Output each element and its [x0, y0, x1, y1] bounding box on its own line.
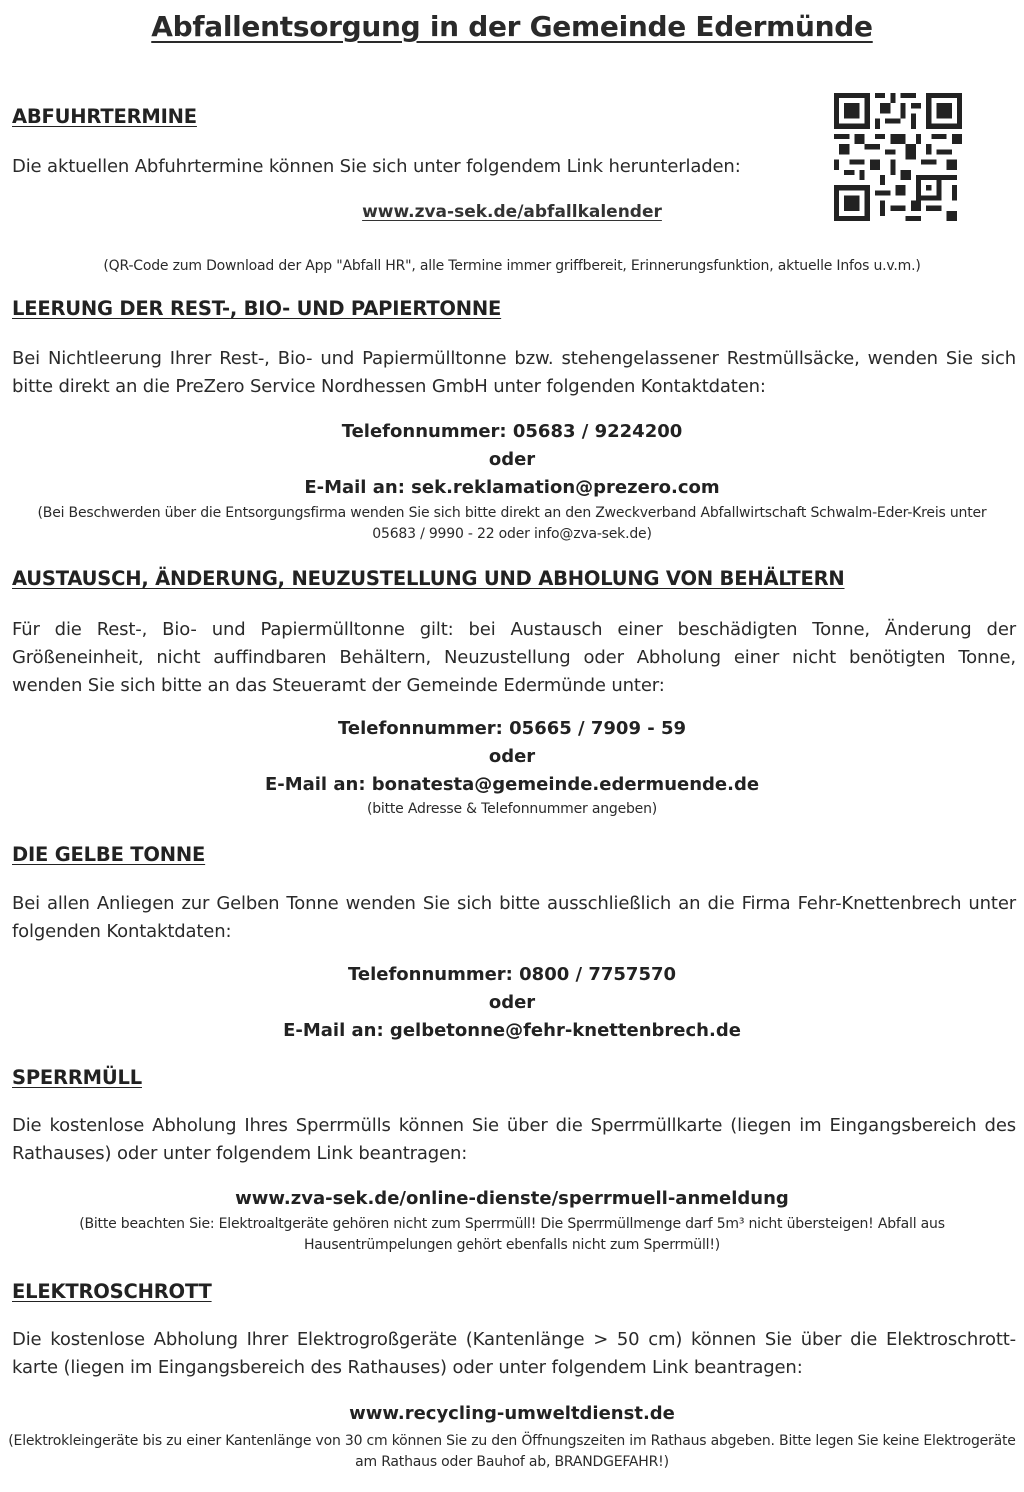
heading-gelbe-tonne: DIE GELBE TONNE: [12, 843, 206, 866]
austausch-note: (bitte Adresse & Telefonnummer angeben): [366, 801, 658, 817]
recycling-link[interactable]: www.recycling-umweltdienst.de: [349, 1403, 675, 1424]
gelbe-phone: Telefonnummer: 0800 / 7757570: [347, 964, 677, 985]
sperrmuell-link[interactable]: www.zva-sek.de/online-dienste/sperrmuell-anmeldung: [235, 1188, 789, 1209]
austausch-phone: Telefonnummer: 05665 / 7909 - 59: [337, 718, 687, 739]
elektro-text: Die kostenlose Abholung Ihrer Elektrogroßgeräte (Kantenlänge > 50 cm) können Sie über die Elektroschrott-karte (liegen im Eingangsbereich des Rathauses) oder unter folgendem Link beantragen:: [12, 1329, 1016, 1378]
abfuhr-text: Die aktuellen Abfuhrtermine können Sie sich unter folgendem Link herunterladen:: [12, 156, 741, 177]
heading-austausch: AUSTAUSCH, ÄNDERUNG, NEUZUSTELLUNG UND ABHOLUNG VON BEHÄLTERN: [12, 567, 845, 590]
abfuhr-note: (QR-Code zum Download der App "Abfall HR", alle Termine immer griffbereit, Erinnerungsfunktion, aktuelle Infos u.v.m.): [103, 258, 921, 274]
gelbe-text: Bei allen Anliegen zur Gelben Tonne wenden Sie sich bitte ausschließlich an die Firma Fehr-Knettenbrech unter folgenden Kontaktdaten:: [12, 893, 1016, 942]
elektro-note: (Elektrokleingeräte bis zu einer Kantenlänge von 30 cm können Sie zu den Öffnungszeiten im Rathaus abgeben. Bitte legen Sie keine Elektrogeräte am Rathaus oder Bauhof ab, BRANDGEFAHR!): [8, 1433, 1016, 1470]
heading-elektroschrott: ELEKTROSCHROTT: [12, 1280, 212, 1303]
sperr-text: Die kostenlose Abholung Ihres Sperrmülls können Sie über die Sperrmüllkarte (liegen im Eingangsbereich des Rathauses) oder unter folgendem Link beantragen:: [12, 1115, 1016, 1164]
abfallkalender-link[interactable]: www.zva-sek.de/abfallkalender: [362, 202, 662, 222]
sperr-note: (Bitte beachten Sie: Elektroaltgeräte gehören nicht zum Sperrmüll! Die Sperrmüllmenge darf 5m³ nicht übersteigen! Abfall aus Hausentrümpelungen gehört ebenfalls nicht zum Sperrmüll!): [79, 1216, 945, 1253]
austausch-email[interactable]: E-Mail an: bonatesta@gemeinde.edermuende.de: [264, 774, 760, 795]
leerung-note: (Bei Beschwerden über die Entsorgungsfirma wenden Sie sich bitte direkt an den Zweckverband Abfallwirtschaft Schwalm-Eder-Kreis unter 05683 / 9990 - 22 oder info@zva-sek.de): [37, 505, 987, 542]
leerung-email[interactable]: E-Mail an: sek.reklamation@prezero.com: [304, 477, 720, 498]
heading-sperrmuell: SPERRMÜLL: [12, 1066, 142, 1089]
leerung-text: Bei Nichtleerung Ihrer Rest-, Bio- und Papiermülltonne bzw. stehengelassener Restmüllsäcke, wenden Sie sich bitte direkt an die PreZero Service Nordhessen GmbH unter folgenden Kontaktdaten:: [12, 348, 1016, 397]
gelbe-or: oder: [488, 992, 536, 1013]
heading-abfuhrtermine: ABFUHRTERMINE: [12, 105, 197, 128]
austausch-text: Für die Rest-, Bio- und Papiermülltonne gilt: bei Austausch einer beschädigten Tonne, Änderung der Größeneinheit, nicht auffindbaren Behältern, Neuzustellung oder Abholung einer nicht benötigten Tonne, wenden Sie sich bitte an das Steueramt der Gemeinde Edermünde unter:: [12, 619, 1016, 696]
heading-leerung: LEERUNG DER REST-, BIO- UND PAPIERTONNE: [12, 297, 502, 320]
qr-code-icon[interactable]: [834, 93, 962, 221]
leerung-or: oder: [488, 449, 536, 470]
leerung-phone: Telefonnummer: 05683 / 9224200: [341, 421, 683, 442]
page-title: Abfallentsorgung in der Gemeinde Edermünde: [151, 10, 873, 43]
gelbe-email[interactable]: E-Mail an: gelbetonne@fehr-knettenbrech.de: [283, 1020, 741, 1041]
austausch-or: oder: [488, 746, 536, 767]
